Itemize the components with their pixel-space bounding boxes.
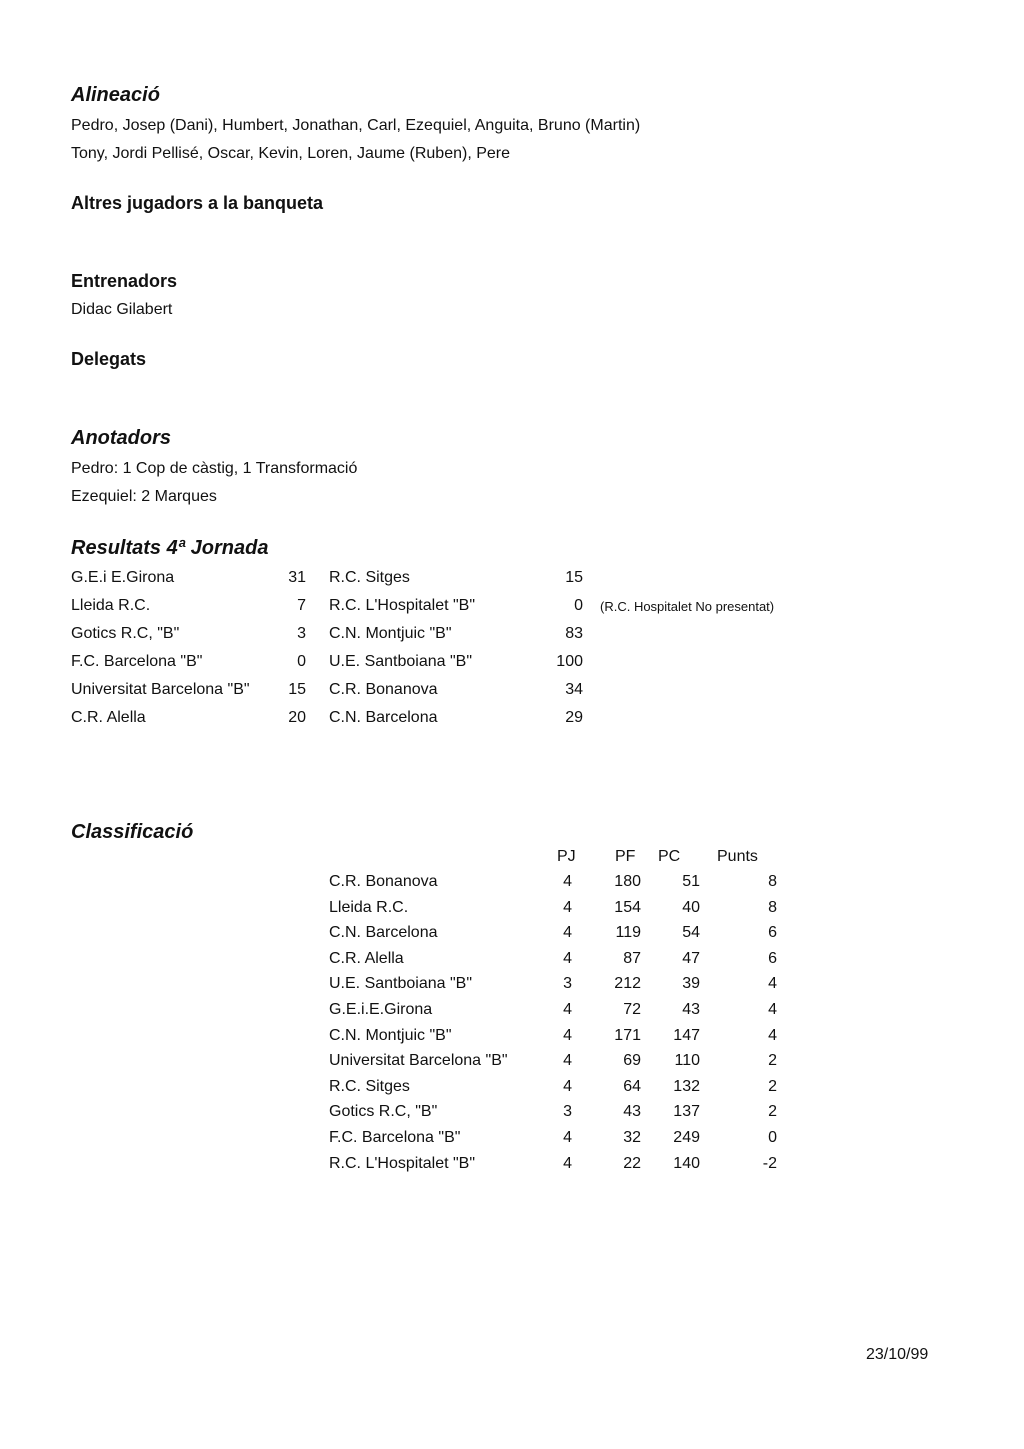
points-for: 180 (614, 873, 641, 890)
points-for: 212 (614, 975, 641, 993)
played: 4 (563, 1026, 572, 1044)
away-score: 29 (565, 709, 583, 726)
points: 6 (768, 924, 777, 942)
header-pj: PJ (557, 848, 576, 865)
result-note: (R.C. Hospitalet No presentat) (600, 599, 775, 614)
banqueta-title: Altres jugadors a la banqueta (71, 193, 324, 213)
points-against: 137 (673, 1103, 700, 1121)
home-score: 3 (297, 625, 306, 642)
home-team: Universitat Barcelona "B" (71, 681, 250, 698)
alineacio-line: Tony, Jordi Pellisé, Oscar, Kevin, Loren, Jaume (Ruben), Pere (71, 145, 511, 162)
anotadors-title: Anotadors (71, 427, 171, 449)
away-score: 0 (574, 597, 583, 614)
points-for: 87 (623, 949, 641, 967)
away-team: R.C. L'Hospitalet "B" (329, 597, 476, 614)
points: 4 (768, 975, 777, 993)
team-name: G.E.i.E.Girona (329, 1001, 433, 1018)
points-against: 140 (673, 1154, 700, 1172)
team-name: C.R. Bonanova (329, 873, 438, 890)
played: 4 (563, 1154, 572, 1172)
points-for: 43 (623, 1103, 641, 1121)
points-against: 249 (673, 1129, 700, 1146)
team-name: R.C. Sitges (329, 1077, 410, 1095)
points-for: 72 (623, 1001, 641, 1018)
home-score: 15 (288, 681, 306, 698)
played: 4 (563, 898, 572, 916)
team-name: U.E. Santboiana "B" (329, 975, 472, 993)
entrenadors-title: Entrenadors (71, 271, 178, 291)
away-team: U.E. Santboiana "B" (329, 653, 472, 670)
home-score: 20 (288, 709, 306, 726)
away-score: 100 (556, 653, 583, 670)
played: 4 (563, 873, 572, 890)
points-against: 51 (682, 873, 700, 890)
points-for: 119 (615, 924, 641, 942)
played: 4 (563, 1052, 572, 1070)
away-team: C.N. Montjuic "B" (329, 625, 452, 642)
header-punts: Punts (717, 848, 758, 865)
played: 4 (563, 949, 572, 967)
team-name: Gotics R.C, "B" (329, 1103, 438, 1121)
played: 4 (563, 924, 572, 942)
points-for: 22 (623, 1154, 641, 1172)
points-against: 43 (682, 1001, 700, 1018)
points-for: 32 (623, 1129, 641, 1146)
points: 6 (768, 949, 777, 967)
team-name: C.R. Alella (329, 949, 404, 967)
home-team: Gotics R.C, "B" (71, 625, 180, 642)
points: 2 (768, 1077, 777, 1095)
points-against: 47 (682, 949, 700, 967)
alineacio-title: Alineació (71, 84, 160, 106)
home-team: C.R. Alella (71, 709, 146, 726)
team-name: R.C. L'Hospitalet "B" (329, 1154, 476, 1172)
team-name: Lleida R.C. (329, 898, 409, 916)
team-name: C.N. Barcelona (329, 924, 438, 942)
points: 4 (768, 1026, 777, 1044)
home-score: 0 (297, 653, 306, 670)
points-against: 147 (673, 1026, 700, 1044)
away-team: C.N. Barcelona (329, 709, 438, 726)
points: -2 (762, 1154, 777, 1172)
points: 8 (768, 873, 777, 890)
footer-date: 23/10/99 (866, 1346, 929, 1363)
points-against: 110 (674, 1052, 700, 1070)
played: 3 (563, 1103, 572, 1121)
points-for: 64 (623, 1077, 641, 1095)
points-against: 39 (682, 975, 700, 993)
home-team: F.C. Barcelona "B" (71, 653, 203, 670)
away-score: 15 (565, 569, 583, 586)
points-for: 171 (614, 1026, 641, 1044)
away-team: R.C. Sitges (329, 569, 410, 586)
played: 4 (563, 1001, 572, 1018)
team-name: F.C. Barcelona "B" (329, 1129, 461, 1146)
home-score: 7 (297, 597, 306, 614)
points-against: 40 (682, 898, 700, 916)
resultats-title: Resultats 4ª Jornada (71, 537, 269, 559)
away-score: 34 (565, 681, 583, 698)
points: 2 (768, 1103, 777, 1121)
points-for: 154 (614, 898, 641, 916)
played: 3 (563, 975, 572, 993)
points-against: 54 (682, 924, 700, 942)
points: 4 (768, 1001, 777, 1018)
team-name: C.N. Montjuic "B" (329, 1026, 452, 1044)
away-score: 83 (565, 625, 583, 642)
home-team: Lleida R.C. (71, 597, 151, 614)
home-team: G.E.i E.Girona (71, 569, 175, 586)
played: 4 (563, 1077, 572, 1095)
header-pf: PF (615, 848, 636, 865)
anotador-line: Ezequiel: 2 Marques (71, 488, 217, 505)
delegats-title: Delegats (71, 349, 147, 369)
entrenador-name: Didac Gilabert (71, 301, 173, 318)
points-for: 69 (623, 1052, 641, 1070)
header-pc: PC (658, 848, 681, 865)
points: 2 (768, 1052, 777, 1070)
played: 4 (563, 1129, 572, 1146)
alineacio-line: Pedro, Josep (Dani), Humbert, Jonathan, Carl, Ezequiel, Anguita, Bruno (Martin) (71, 117, 641, 134)
points: 8 (768, 898, 777, 916)
points: 0 (768, 1129, 777, 1146)
away-team: C.R. Bonanova (329, 681, 438, 698)
team-name: Universitat Barcelona "B" (329, 1052, 508, 1070)
classificacio-title: Classificació (71, 821, 194, 843)
anotador-line: Pedro: 1 Cop de càstig, 1 Transformació (71, 460, 358, 477)
points-against: 132 (673, 1077, 700, 1095)
home-score: 31 (288, 569, 306, 586)
